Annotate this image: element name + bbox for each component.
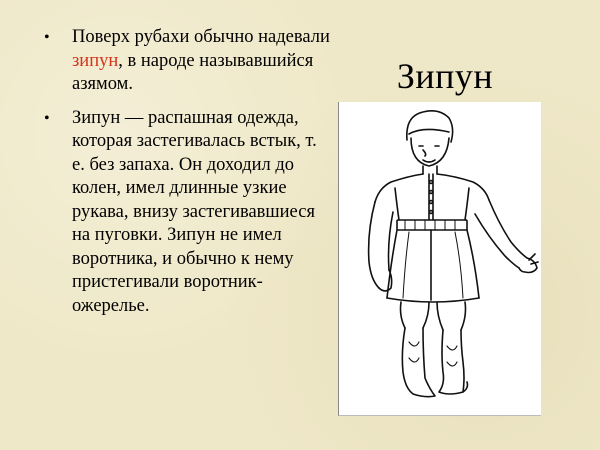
left-trouser xyxy=(401,302,406,328)
bullet-text-after: , в народе называвшийся азямом. xyxy=(72,50,314,94)
bullet-item xyxy=(34,26,334,97)
bullet-text-before: Поверх рубахи обычно надевали xyxy=(72,27,330,47)
bullet-icon: • xyxy=(44,29,50,46)
bullet-icon: • xyxy=(44,109,50,127)
mustache-outline xyxy=(423,160,435,162)
zipun-figure-drawing xyxy=(339,102,541,415)
right-hand xyxy=(519,258,537,273)
belt xyxy=(397,220,467,230)
left-sleeve-outer xyxy=(369,202,379,288)
right-sleeve-inner xyxy=(475,214,519,268)
right-sleeve-outer xyxy=(489,200,527,258)
left-shoulder xyxy=(375,174,423,202)
highlighted-term: зипун xyxy=(72,50,119,71)
bullet-item xyxy=(34,107,334,319)
right-shoulder xyxy=(437,174,489,200)
bullet-text: Зипун — распашная одежда, которая застегивалась встык, т. е. без запаха. Он доходил до колен, имел длинные узкие рукава, внизу застегивавшиеся на пуговки. Зипун не имел воротника, и обычно к нему пристегивали воротник-ожерелье. xyxy=(72,107,317,316)
left-boot xyxy=(402,328,435,397)
illustration-frame xyxy=(338,102,541,416)
hair-outline xyxy=(407,111,453,142)
bullet-list xyxy=(34,26,334,328)
right-trouser xyxy=(437,302,443,330)
coat-skirt-right xyxy=(467,230,479,298)
right-boot xyxy=(439,330,464,394)
slide-title: Зипун xyxy=(396,56,494,96)
